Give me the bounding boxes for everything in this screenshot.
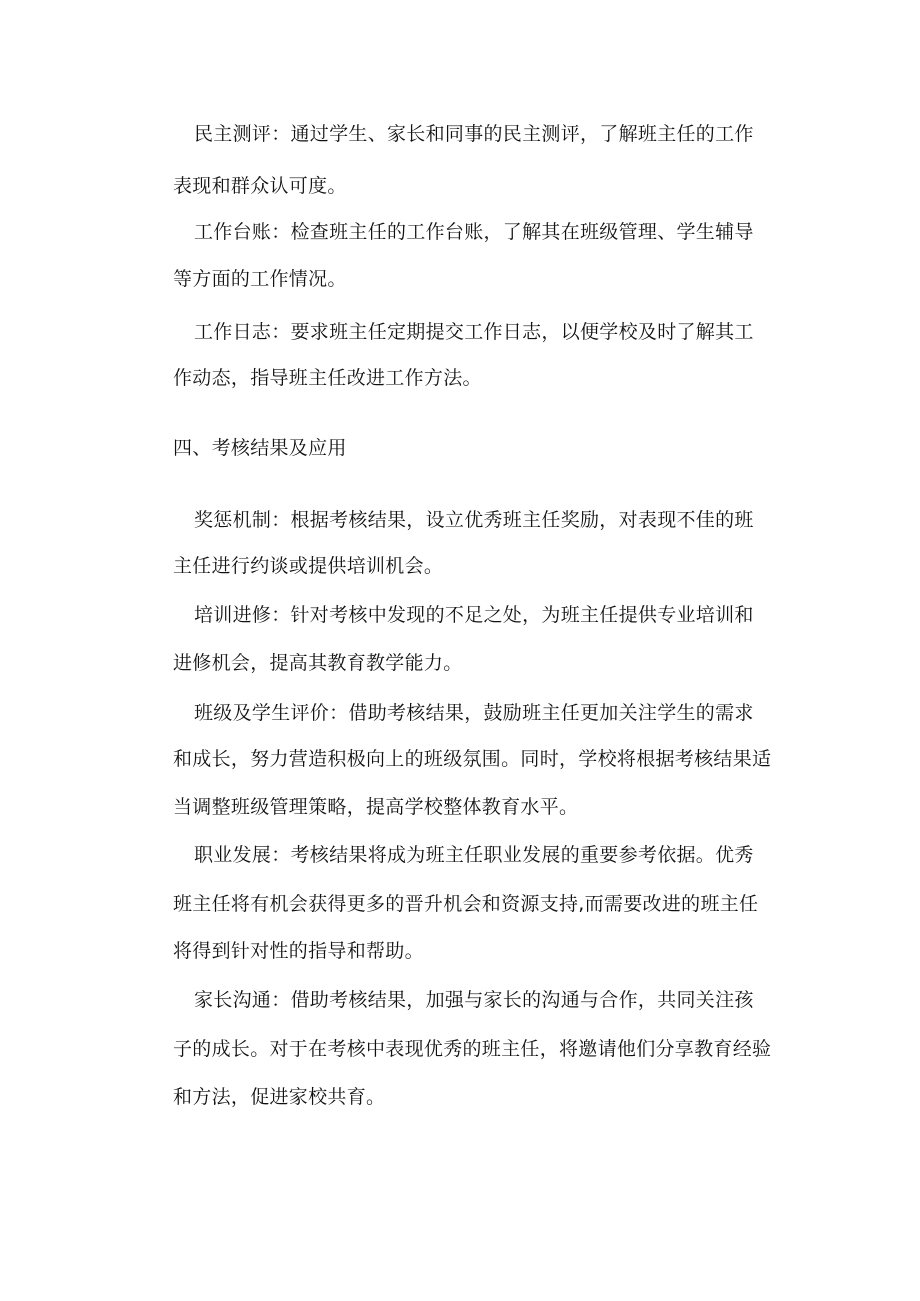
paragraph-line: 班级及学生评价：借助考核结果，鼓励班主任更加关注学生的需求: [194, 702, 754, 724]
paragraph-line: 将得到针对性的指导和帮助。: [173, 940, 424, 962]
paragraph-line: 家长沟通：借助考核结果，加强与家长的沟通与合作，共同关注孩: [194, 989, 754, 1011]
paragraph-line: 当调整班级管理策略，提高学校整体教育水平。: [173, 796, 579, 818]
paragraph-line: 和方法，促进家校共育。: [173, 1086, 386, 1108]
paragraph-line: 班主任将有机会获得更多的晋升机会和资源支持,而需要改进的班主任: [173, 893, 759, 915]
paragraph-line: 和成长，努力营造积极向上的班级氛围。同时，学校将根据考核结果适: [173, 748, 772, 770]
paragraph-line: 培训进修：针对考核中发现的不足之处，为班主任提供专业培训和: [194, 604, 754, 626]
paragraph-line: 民主测评：通过学生、家长和同事的民主测评，了解班主任的工作: [194, 123, 754, 145]
section-heading: 四、考核结果及应用: [173, 437, 347, 459]
paragraph-line: 作动态，指导班主任改进工作方法。: [173, 367, 482, 389]
paragraph-line: 进修机会，提高其教育教学能力。: [173, 652, 463, 674]
paragraph-line: 表现和群众认可度。: [173, 175, 347, 197]
paragraph-line: 职业发展：考核结果将成为班主任职业发展的重要参考依据。优秀: [194, 844, 754, 866]
paragraph-line: 工作台账：检查班主任的工作台账，了解其在班级管理、学生辅导: [194, 221, 754, 243]
paragraph-line: 等方面的工作情况。: [173, 268, 347, 290]
paragraph-line: 工作日志：要求班主任定期提交工作日志，以便学校及时了解其工: [194, 321, 754, 343]
paragraph-line: 子的成长。对于在考核中表现优秀的班主任，将邀请他们分享教育经验: [173, 1038, 772, 1060]
paragraph-line: 主任进行约谈或提供培训机会。: [173, 555, 444, 577]
paragraph-line: 奖惩机制：根据考核结果，设立优秀班主任奖励，对表现不佳的班: [194, 509, 754, 531]
